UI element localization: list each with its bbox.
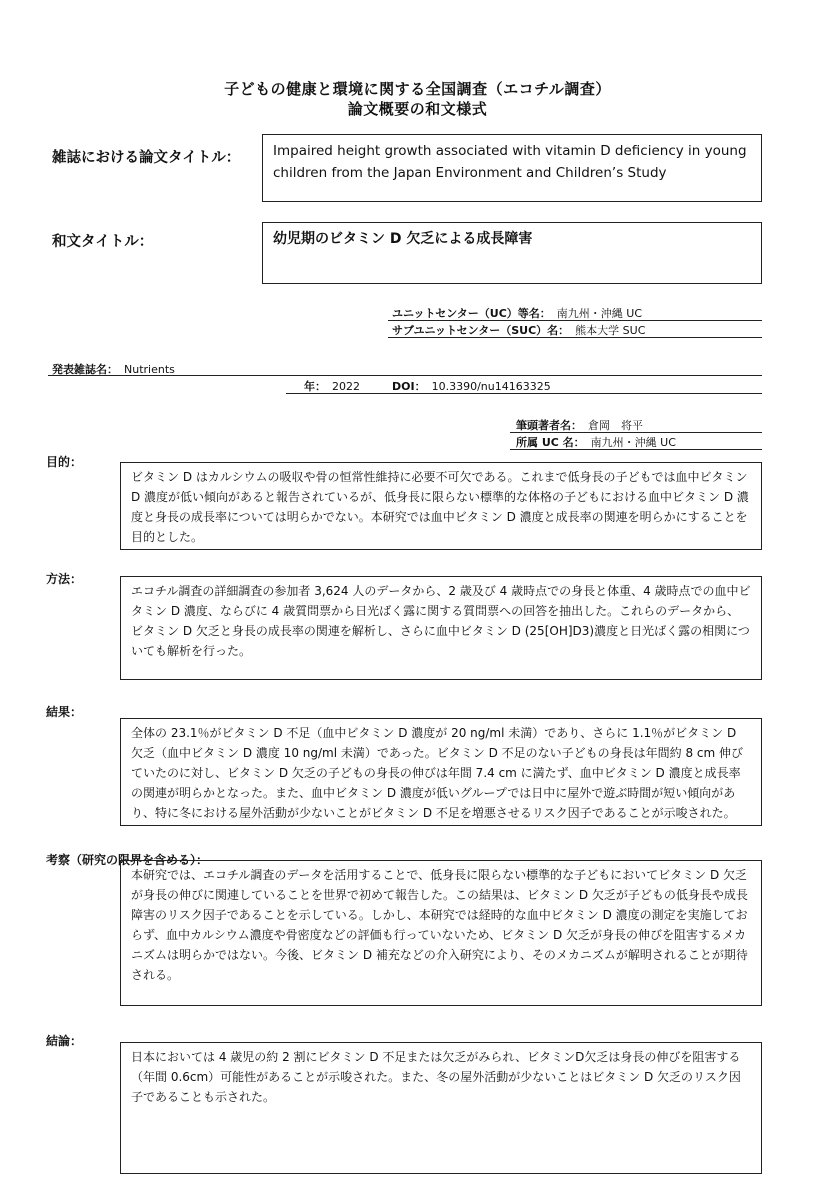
journal-underline: [48, 375, 762, 376]
uc-label: ユニットセンター（UC）等名：: [392, 307, 551, 320]
method-text: エコチル調査の詳細調査の参加者 3,624 人のデータから、2 歳及び 4 歳時点での身長と体重、4 歳時点での血中ビタミン D 濃度、ならびに 4 歳質問票から日光ばく露に関する質問票への回答を抽出した。これらのデータから、ビタミン D 欠乏と身長の成長率の関連を解析し、さらに血中ビタミン D (25[OH]D3)濃度と日光ばく露の相関についても解析を行った。: [131, 584, 751, 658]
discussion-text: 本研究では、エコチル調査のデータを活用することで、低身長に限らない標準的な子どもにおいてビタミン D 欠乏が身長の伸びに関連していることを世界で初めて報告した。この結果は、ビタミン D 欠乏が子どもの低身長や成長障害のリスク因子であることを示している。しかし、本研究では経時的な血中ビタミン D 濃度の測定を実施しておらず、血中カルシウム濃度や骨密度などの評価も行っていないため、ビタミン D 欠乏が身長の伸びを阻害するメカニズムは明らかではない。今後、ビタミン D 補充などの介入研究により、そのメカニズムが解明されることが期待される。: [131, 868, 748, 982]
first-author-field: [516, 417, 643, 433]
method-box: [120, 576, 762, 680]
uc-value: 南九州・沖縄 UC: [556, 307, 643, 320]
pubinfo-underline: [286, 393, 762, 394]
affiliation-label: 所属 UC 名：: [516, 436, 585, 449]
doi-field: [392, 378, 551, 394]
journal-title-box: [262, 134, 762, 202]
purpose-text: ビタミン D はカルシウムの吸収や骨の恒常性維持に必要不可欠である。これまで低身長の子どもでは血中ビタミン D 濃度が低い傾向があると報告されているが、低身長に限らない標準的な体格の子どもにおける血中ビタミン D 濃度と身長の成長率については明らかでない。本研究では血中ビタミン D 濃度と成長率の関連を明らかにすることを目的とした。: [131, 470, 749, 544]
doi-label: DOI：: [392, 380, 426, 393]
japanese-title-label: 和文タイトル：: [52, 234, 154, 250]
japanese-title-value: 幼児期のビタミン D 欠乏による成長障害: [273, 231, 533, 247]
results-label: 結果：: [46, 705, 83, 719]
uc-field: [392, 305, 642, 321]
purpose-box: [120, 462, 762, 550]
discussion-label: 考察（研究の限界を含める）：: [46, 853, 209, 867]
suc-underline: [388, 337, 762, 338]
year-label: 年：: [304, 380, 326, 393]
results-box: [120, 718, 762, 826]
journal-value: Nutrients: [124, 363, 175, 376]
first-author-value: 倉岡 将平: [588, 419, 643, 432]
conclusion-label: 結論：: [46, 1034, 83, 1048]
first-author-label: 筆頭著者名：: [516, 419, 582, 432]
document-title: 子どもの健康と環境に関する全国調査（エコチル調査）: [224, 80, 611, 98]
affiliation-field: [516, 434, 676, 450]
suc-value: 熊本大学 SUC: [575, 324, 646, 337]
journal-title-label: 雑誌における論文タイトル：: [52, 150, 241, 166]
uc-underline: [388, 320, 762, 321]
doi-value: 10.3390/nu14163325: [431, 380, 551, 393]
japanese-title-box: [262, 222, 762, 284]
journal-title-value: Impaired height growth associated with vitamin D deficiency in young children from the Japan Environment and Children’s Study: [273, 143, 747, 181]
method-label: 方法：: [46, 572, 83, 586]
discussion-box: [120, 860, 762, 1006]
first-author-underline: [510, 432, 762, 433]
suc-label: サブユニットセンター（SUC）名：: [392, 324, 570, 337]
conclusion-text: 日本においては 4 歳児の約 2 割にビタミン D 不足または欠乏がみられ、ビタミンD欠乏は身長の伸びを阻害する（年間 0.6cm）可能性があることが示唆された。また、冬の屋外活動が少ないことはビタミン D 欠乏のリスク因子であることも示された。: [131, 1050, 741, 1104]
conclusion-box: [120, 1042, 762, 1174]
results-text: 全体の 23.1％がビタミン D 不足（血中ビタミン D 濃度が 20 ng/ml 未満）であり、さらに 1.1％がビタミン D 欠乏（血中ビタミン D 濃度 10 ng/ml 未満）であった。ビタミン D 不足のない子どもの身長は年間約 8 cm 伸びていたのに対し、ビタミン D 欠乏の子どもの身長の伸びは年間 7.4 cm に満たず、血中ビタミン D 濃度と成長率の関連が明らかとなった。また、血中ビタミン D 濃度が低いグループでは日中に屋外で遊ぶ時間が短い傾向があり、特に冬における屋外活動が少ないことがビタミン D 不足を増悪させるリスク因子であることが示唆された。: [131, 726, 743, 820]
affiliation-underline: [510, 449, 762, 450]
year-field: [304, 378, 360, 394]
purpose-label: 目的：: [46, 455, 83, 469]
suc-field: [392, 322, 645, 338]
document-subtitle: 論文概要の和文様式: [347, 100, 488, 118]
journal-label: 発表雑誌名：: [52, 363, 118, 376]
affiliation-value: 南九州・沖縄 UC: [590, 436, 676, 449]
year-value: 2022: [332, 380, 360, 393]
